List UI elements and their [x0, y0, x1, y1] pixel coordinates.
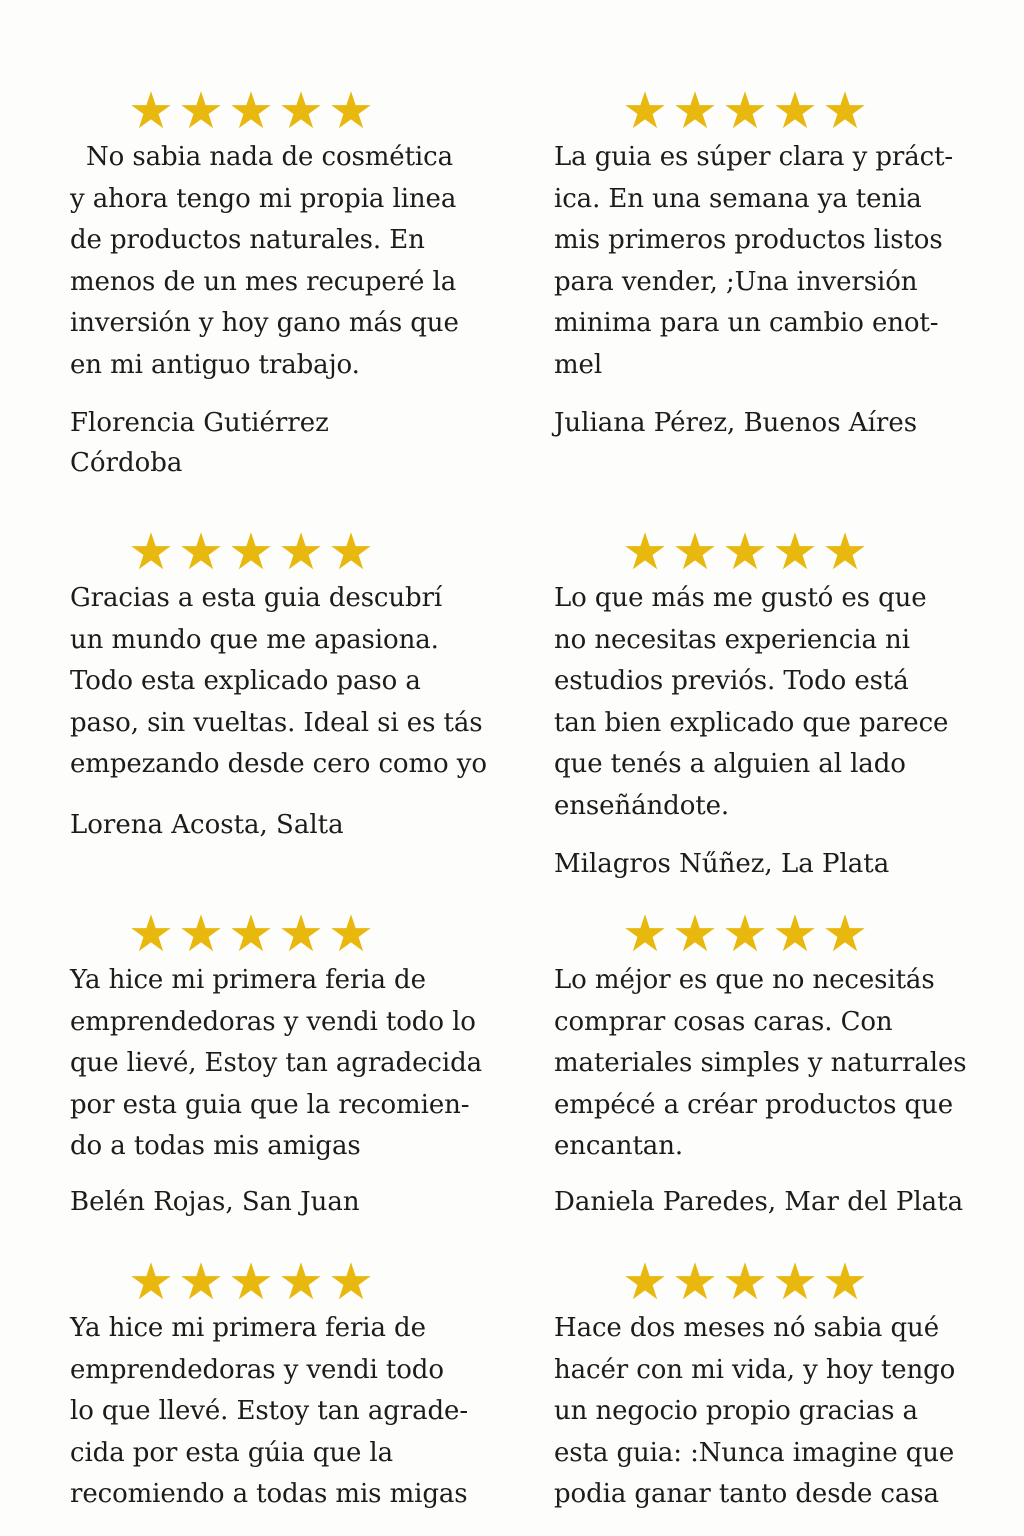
star-icon	[130, 531, 172, 573]
review-author: Juliana Pérez, Buenos Aíres	[554, 408, 918, 438]
star-icon	[180, 913, 222, 955]
review-author: Daniela Paredes, Mar del Plata	[554, 1187, 964, 1217]
star-icon	[230, 913, 272, 955]
review-author: Lorena Acosta, Salta	[70, 810, 344, 840]
review-text: Hace dos meses nó sabia qué hacér con mi vida, y hoy tengo un negocio propio gracias a esta guia: :Nunca imagine que podia ganar tanto desde casa	[554, 1313, 956, 1509]
star-icon	[624, 531, 666, 573]
star-icon	[674, 913, 716, 955]
star-icon	[180, 1261, 222, 1303]
star-icon	[330, 913, 372, 955]
star-icon	[724, 1261, 766, 1303]
star-icon	[724, 913, 766, 955]
star-icon	[774, 531, 816, 573]
review-author: Belén Rojas, San Juan	[70, 1187, 360, 1217]
review-text: Lo méjor es que no necesitás comprar cosas caras. Con materiales simples y naturrales empécé a créar productos que encantan.	[554, 965, 967, 1161]
star-icon	[280, 913, 322, 955]
star-icon	[724, 90, 766, 132]
star-icon	[674, 1261, 716, 1303]
star-rating	[624, 90, 866, 134]
star-icon	[624, 1261, 666, 1303]
review-text: La guia es súper clara y práct- ica. En una semana ya tenia mis primeros productos listos para vender, ;Una inversión minima para un cambio enot- mel	[554, 142, 954, 380]
star-rating	[624, 1261, 866, 1305]
review-text: Ya hice mi primera feria de emprendedoras y vendi todo lo que lievé, Estoy tan agradecida por esta guia que la recomien- do a todas mis amigas	[70, 965, 483, 1161]
star-icon	[230, 531, 272, 573]
star-icon	[330, 1261, 372, 1303]
star-icon	[674, 90, 716, 132]
star-icon	[824, 913, 866, 955]
star-icon	[624, 90, 666, 132]
review-text: No sabia nada de cosmética y ahora tengo mi propia linea de productos naturales. En menos de un mes recuperé la inversión y hoy gano más que en mi antiguo trabajo.	[70, 142, 459, 380]
star-icon	[130, 1261, 172, 1303]
star-rating	[624, 913, 866, 957]
star-icon	[824, 90, 866, 132]
star-icon	[824, 531, 866, 573]
star-rating	[624, 531, 866, 575]
review-text: Lo que más me gustó es que no necesitas experiencia ni estudios previós. Todo está tan bien explicado que parece que tenés a alguien al lado enseñándote.	[554, 583, 949, 821]
star-icon	[824, 1261, 866, 1303]
star-icon	[180, 531, 222, 573]
star-icon	[774, 1261, 816, 1303]
star-icon	[280, 531, 322, 573]
star-icon	[280, 1261, 322, 1303]
star-icon	[130, 913, 172, 955]
star-icon	[230, 1261, 272, 1303]
review-author: Florencia Gutiérrez Córdoba	[70, 408, 329, 478]
star-icon	[130, 90, 172, 132]
review-author: Milagros Nűñez, La Plata	[554, 849, 890, 879]
star-rating	[130, 913, 372, 957]
review-text: Ya hice mi primera feria de emprendedoras y vendi todo lo que llevé. Estoy tan agrade- cida por esta gúia que la recomiendo a todas mis migas	[70, 1313, 469, 1509]
star-icon	[774, 90, 816, 132]
star-icon	[230, 90, 272, 132]
star-icon	[674, 531, 716, 573]
review-text: Gracias a esta guia descubrí un mundo que me apasiona. Todo esta explicado paso a paso, sin vueltas. Ideal si es tás empezando desde cero como yo	[70, 583, 487, 779]
star-icon	[624, 913, 666, 955]
star-icon	[774, 913, 816, 955]
star-icon	[180, 90, 222, 132]
star-rating	[130, 1261, 372, 1305]
star-icon	[330, 531, 372, 573]
star-rating	[130, 531, 372, 575]
star-rating	[130, 90, 372, 134]
star-icon	[330, 90, 372, 132]
star-icon	[280, 90, 322, 132]
star-icon	[724, 531, 766, 573]
